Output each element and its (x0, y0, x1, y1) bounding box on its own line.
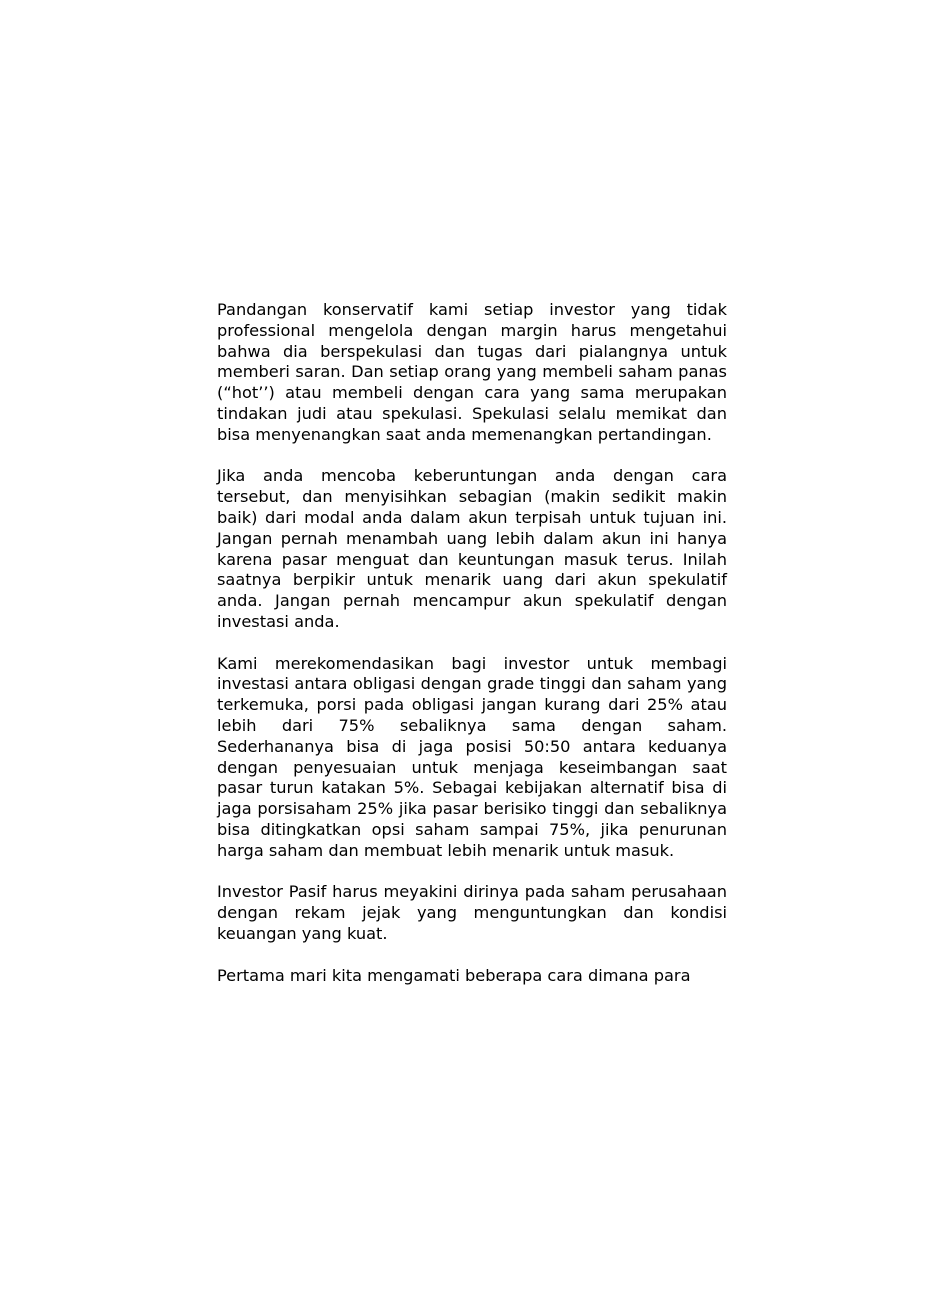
paragraph-continuation: Pertama mari kita mengamati beberapa cara dimana para (217, 965, 691, 985)
paragraph-allocation-recommendation: Kami merekomendasikan bagi investor untuk membagi investasi antara obligasi dengan grade tinggi dan saham yang terkemuka, porsi pada obligasi jangan kurang dari 25% atau lebih dari 75% sebaliknya sama dengan saham. Sederhananya bisa di jaga posisi 50:50 antara keduanya dengan penyesuaian untuk menjaga keseimbangan saat pasar turun katakan 5%. Sebagai kebijakan alternatif bisa di jaga porsisaham 25% jika pasar berisiko tinggi dan sebaliknya bisa ditingkatkan opsi saham sampai 75%, jika penurunan harga saham dan membuat lebih menarik untuk masuk. (217, 653, 727, 860)
paragraph-speculative-account: Jika anda mencoba keberuntungan anda dengan cara tersebut, dan menyisihkan sebagian (makin sedikit makin baik) dari modal anda dalam akun terpisah untuk tujuan ini. Jangan pernah menambah uang lebih dalam akun ini hanya karena pasar menguat dan keuntungan masuk terus. Inilah saatnya berpikir untuk menarik uang dari akun spekulatif anda. Jangan pernah mencampur akun spekulatif dengan investasi anda. (217, 466, 727, 631)
paragraph-passive-investor: Investor Pasif harus meyakini dirinya pada saham perusahaan dengan rekam jejak yang menguntungkan dan kondisi keuangan yang kuat. (217, 882, 727, 943)
body-text (217, 300, 727, 986)
paragraph-conservative-view: Pandangan konservatif kami setiap investor yang tidak professional mengelola dengan margin harus mengetahui bahwa dia berspekulasi dan tugas dari pialangnya untuk memberi saran. Dan setiap orang yang membeli saham panas (“hot’’) atau membeli dengan cara yang sama merupakan tindakan judi atau spekulasi. Spekulasi selalu memikat dan bisa menyenangkan saat anda memenangkan pertandingan. (217, 300, 727, 444)
